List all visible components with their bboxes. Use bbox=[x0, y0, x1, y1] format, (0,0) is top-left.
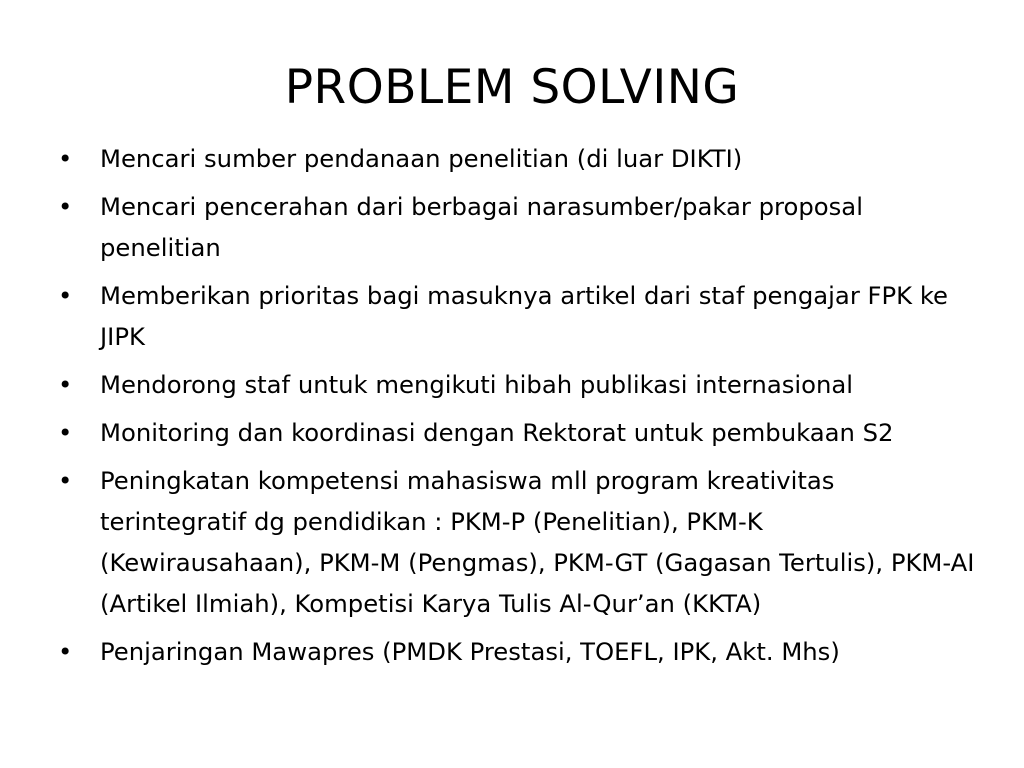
list-item-text: Memberikan prioritas bagi masuknya artikel dari staf pengajar FPK ke JIPK bbox=[100, 281, 948, 351]
list-item-text: Peningkatan kompetensi mahasiswa mll program kreativitas terintegratif dg pendidikan : PKM-P (Penelitian), PKM-K (Kewirausahaan), PKM-M (Pengmas), PKM-GT (Gagasan Tertulis), PKM-AI (Artikel Ilmiah), Kompetisi Karya Tulis Al-Qur’an (KKTA) bbox=[100, 466, 975, 618]
list-item bbox=[58, 364, 978, 405]
bullet-icon: • bbox=[58, 466, 73, 495]
slide-title: PROBLEM SOLVING bbox=[284, 60, 740, 115]
bullet-icon: • bbox=[58, 370, 73, 399]
list-item bbox=[58, 460, 978, 624]
list-item bbox=[58, 275, 978, 357]
bullet-icon: • bbox=[58, 281, 73, 310]
list-item-text: Mendorong staf untuk mengikuti hibah publikasi internasional bbox=[100, 370, 854, 399]
bullet-icon: • bbox=[58, 637, 73, 666]
list-item-text: Penjaringan Mawapres (PMDK Prestasi, TOEFL, IPK, Akt. Mhs) bbox=[100, 637, 840, 666]
bullet-icon: • bbox=[58, 144, 73, 173]
list-item-text: Monitoring dan koordinasi dengan Rektorat untuk pembukaan S2 bbox=[100, 418, 894, 447]
bullet-list bbox=[58, 138, 978, 679]
list-item bbox=[58, 138, 978, 179]
list-item-text: Mencari sumber pendanaan penelitian (di luar DIKTI) bbox=[100, 144, 743, 173]
list-item-text: Mencari pencerahan dari berbagai narasumber/pakar proposal penelitian bbox=[100, 192, 863, 262]
bullet-icon: • bbox=[58, 418, 73, 447]
list-item bbox=[58, 412, 978, 453]
bullet-icon: • bbox=[58, 192, 73, 221]
list-item bbox=[58, 186, 978, 268]
list-item bbox=[58, 631, 978, 672]
